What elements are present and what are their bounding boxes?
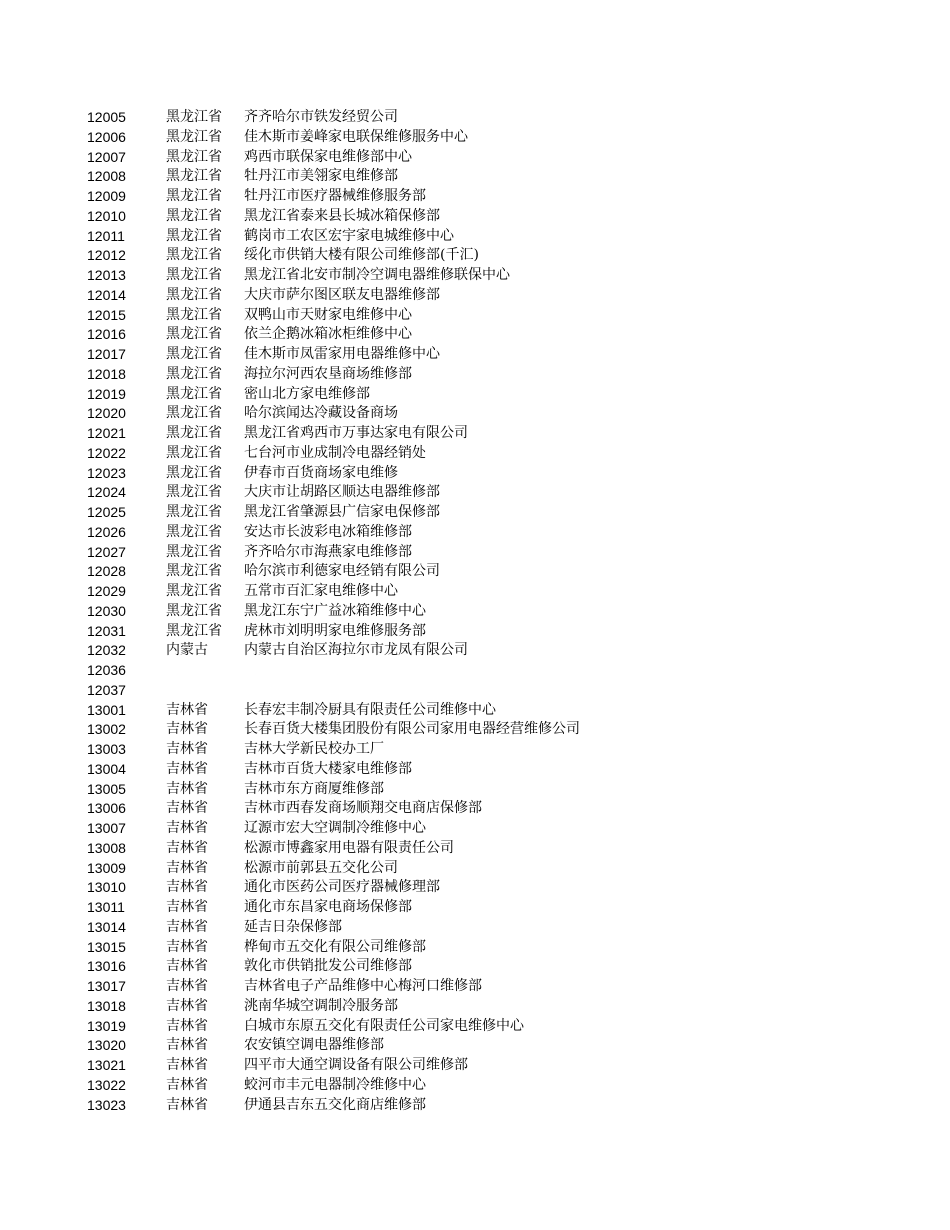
list-item [0,483,950,503]
list-item [0,167,950,187]
row-code: 13003 [87,741,126,757]
row-province: 黑龙江省 [166,543,222,560]
list-item [0,385,950,405]
row-province: 黑龙江省 [166,267,222,283]
row-province: 吉林省 [166,780,208,797]
row-code: 13020 [87,1037,126,1054]
row-company-name: 吉林市西春发商场顺翔交电商店保修部 [244,800,482,817]
row-company-name: 敦化市供销批发公司维修部 [244,958,412,975]
row-province: 黑龙江省 [166,227,222,244]
row-company-name: 通化市东昌家电商场保修部 [244,899,412,915]
list-item [0,582,950,602]
row-code: 12007 [87,148,126,165]
row-company-name: 五常市百汇家电维修中心 [244,583,398,599]
row-company-name: 洮南华城空调制冷服务部 [244,997,398,1014]
row-province: 黑龙江省 [166,523,222,540]
list-item [0,1017,950,1037]
row-code: 12037 [87,681,126,698]
row-company-name: 长春百货大楼集团股份有限公司家用电器经营维修公司 [244,721,580,738]
row-code: 13004 [87,760,126,777]
row-province: 黑龙江省 [166,365,222,382]
row-province: 吉林省 [166,701,208,718]
list-item [0,918,950,938]
list-item [0,1096,950,1116]
row-company-name: 延吉日杂保修部 [244,918,342,935]
row-province: 吉林省 [166,741,208,757]
row-company-name: 伊春市百货商场家电维修 [244,464,398,481]
row-province: 黑龙江省 [166,306,222,323]
row-company-name: 海拉尔河西农垦商场维修部 [244,365,412,382]
row-province: 吉林省 [166,938,208,955]
row-code: 13008 [87,839,126,856]
row-company-name: 大庆市让胡路区顺达电器维修部 [244,484,440,501]
list-item [0,622,950,642]
list-item [0,997,950,1017]
list-item [0,365,950,385]
row-province: 黑龙江省 [166,405,222,422]
row-code: 12008 [87,168,126,185]
row-province: 吉林省 [166,1076,208,1093]
row-code: 12027 [87,543,126,560]
row-company-name: 黑龙江省鸡西市万事达家电有限公司 [244,425,468,441]
row-code: 13001 [87,701,126,718]
list-item [0,207,950,227]
list-item [0,701,950,721]
row-company-name: 吉林省电子产品维修中心梅河口维修部 [244,978,482,994]
row-province: 黑龙江省 [166,464,222,481]
row-province: 黑龙江省 [166,385,222,402]
row-company-name: 通化市医药公司医疗器械修理部 [244,879,440,896]
row-company-name: 吉林大学新民校办工厂 [244,741,384,757]
row-code: 12012 [87,247,126,264]
row-company-name: 黑龙江省泰来县长城冰箱保修部 [244,207,440,224]
row-province: 黑龙江省 [166,188,222,204]
row-province: 吉林省 [166,958,208,975]
row-code: 12010 [87,207,126,224]
list-item [0,306,950,326]
list-item [0,957,950,977]
row-company-name: 哈尔滨闻达冷藏设备商场 [244,405,398,422]
row-code: 12011 [87,227,125,244]
row-code: 13023 [87,1096,126,1113]
list-item [0,464,950,484]
row-code: 12028 [87,563,126,580]
row-company-name: 虎林市刘明明家电维修服务部 [244,622,426,639]
row-company-name: 双鸭山市天财家电维修中心 [244,306,412,323]
row-code: 12009 [87,188,126,204]
row-province: 黑龙江省 [166,622,222,639]
row-code: 12005 [87,109,126,125]
row-province: 吉林省 [166,1037,208,1054]
row-province: 黑龙江省 [166,109,222,125]
row-code: 12026 [87,523,126,540]
row-code: 13015 [87,938,126,955]
row-company-name: 内蒙古自治区海拉尔市龙凤有限公司 [244,642,468,659]
row-province: 吉林省 [166,721,208,738]
list-item [0,148,950,168]
row-code: 12020 [87,405,126,422]
row-province: 吉林省 [166,899,208,915]
row-company-name: 黑龙江东宁广益冰箱维修中心 [244,602,426,619]
row-province: 黑龙江省 [166,207,222,224]
row-company-name: 依兰企鹅冰箱冰柜维修中心 [244,326,412,343]
row-company-name: 牡丹江市医疗器械维修服务部 [244,188,426,204]
row-province: 吉林省 [166,918,208,935]
row-province: 黑龙江省 [166,504,222,520]
row-province: 黑龙江省 [166,425,222,441]
row-province: 黑龙江省 [166,602,222,619]
row-code: 13021 [87,1057,126,1073]
list-item [0,977,950,997]
list-item [0,839,950,859]
row-company-name: 松源市前郭县五交化公司 [244,859,398,876]
row-company-name: 辽源市宏大空调制冷维修中心 [244,820,426,836]
row-company-name: 七台河市业成制冷电器经销处 [244,444,426,461]
row-company-name: 伊通县吉东五交化商店维修部 [244,1096,426,1113]
row-company-name: 蛟河市丰元电器制冷维修中心 [244,1076,426,1093]
list-item [0,661,950,681]
row-province: 黑龙江省 [166,247,222,264]
list-item [0,720,950,740]
row-code: 12031 [87,622,126,639]
list-item [0,1036,950,1056]
row-company-name: 吉林市百货大楼家电维修部 [244,760,412,777]
row-company-name: 黑龙江省北安市制冷空调电器维修联保中心 [244,267,510,283]
row-code: 13014 [87,918,126,935]
service-center-listing [0,108,950,1115]
row-company-name: 农安镇空调电器维修部 [244,1037,384,1054]
row-code: 12021 [87,425,126,441]
row-province: 吉林省 [166,997,208,1014]
list-item [0,404,950,424]
row-code: 12015 [87,306,126,323]
list-item [0,681,950,701]
list-item [0,444,950,464]
list-item [0,602,950,622]
row-province: 吉林省 [166,1017,208,1034]
row-code: 13016 [87,958,126,975]
row-province: 黑龙江省 [166,484,222,501]
row-code: 12016 [87,326,126,343]
row-code: 13018 [87,997,126,1014]
row-company-name: 大庆市萨尔图区联友电器维修部 [244,286,440,303]
list-item [0,1056,950,1076]
row-code: 13007 [87,820,126,836]
list-item [0,246,950,266]
row-code: 13022 [87,1076,126,1093]
row-code: 12024 [87,484,126,501]
row-company-name: 齐齐哈尔市铁发经贸公司 [244,109,398,125]
row-company-name: 牡丹江市美翎家电维修部 [244,168,398,185]
row-company-name: 哈尔滨市利德家电经销有限公司 [244,563,440,580]
list-item [0,878,950,898]
row-province: 吉林省 [166,1057,208,1073]
list-item [0,1076,950,1096]
list-item [0,740,950,760]
row-province: 黑龙江省 [166,326,222,343]
list-item [0,859,950,879]
list-item [0,424,950,444]
row-province: 黑龙江省 [166,583,222,599]
row-code: 12013 [87,267,126,283]
row-company-name: 吉林市东方商厦维修部 [244,780,384,797]
row-code: 12023 [87,464,126,481]
row-company-name: 长春宏丰制冷厨具有限责任公司维修中心 [244,701,496,718]
row-code: 12030 [87,602,126,619]
list-item [0,938,950,958]
list-item [0,286,950,306]
row-code: 12032 [87,642,126,659]
row-code: 12018 [87,365,126,382]
list-item [0,128,950,148]
list-item [0,227,950,247]
row-company-name: 桦甸市五交化有限公司维修部 [244,938,426,955]
row-code: 12025 [87,504,126,520]
row-province: 吉林省 [166,820,208,836]
list-item [0,325,950,345]
row-code: 13005 [87,780,126,797]
row-company-name: 松源市博鑫家用电器有限责任公司 [244,839,454,856]
row-code: 13019 [87,1017,126,1034]
list-item [0,780,950,800]
row-code: 12017 [87,346,126,362]
row-province: 黑龙江省 [166,128,222,145]
row-company-name: 黑龙江省肇源县广信家电保修部 [244,504,440,520]
row-province: 吉林省 [166,978,208,994]
row-province: 黑龙江省 [166,168,222,185]
list-item [0,799,950,819]
row-province: 吉林省 [166,859,208,876]
row-company-name: 鹤岗市工农区宏宇家电城维修中心 [244,227,454,244]
row-code: 13009 [87,859,126,876]
list-item [0,641,950,661]
list-item [0,523,950,543]
row-province: 吉林省 [166,760,208,777]
row-province: 吉林省 [166,1096,208,1113]
row-code: 13011 [87,899,125,915]
row-company-name: 安达市长波彩电冰箱维修部 [244,523,412,540]
row-code: 13017 [87,978,126,994]
list-item [0,543,950,563]
row-province: 吉林省 [166,800,208,817]
list-item [0,345,950,365]
row-code: 12019 [87,385,126,402]
row-code: 12029 [87,583,126,599]
row-province: 内蒙古 [166,642,208,659]
row-company-name: 齐齐哈尔市海燕家电维修部 [244,543,412,560]
row-company-name: 白城市东原五交化有限责任公司家电维修中心 [244,1017,524,1034]
row-company-name: 鸡西市联保家电维修部中心 [244,148,412,165]
row-code: 13002 [87,721,126,738]
list-item [0,187,950,207]
row-code: 12014 [87,286,126,303]
row-code: 13010 [87,879,126,896]
row-code: 13006 [87,800,126,817]
row-company-name: 四平市大通空调设备有限公司维修部 [244,1057,468,1073]
list-item [0,760,950,780]
row-province: 吉林省 [166,839,208,856]
row-code: 12036 [87,662,126,678]
row-code: 12006 [87,128,126,145]
list-item [0,819,950,839]
row-company-name: 绥化市供销大楼有限公司维修部(千汇) [244,247,479,264]
list-item [0,562,950,582]
row-province: 黑龙江省 [166,346,222,362]
row-company-name: 佳木斯市凤雷家用电器维修中心 [244,346,440,362]
row-province: 吉林省 [166,879,208,896]
list-item [0,266,950,286]
row-code: 12022 [87,444,126,461]
row-province: 黑龙江省 [166,286,222,303]
row-province: 黑龙江省 [166,148,222,165]
list-item [0,898,950,918]
row-company-name: 密山北方家电维修部 [244,385,370,402]
row-province: 黑龙江省 [166,563,222,580]
row-province: 黑龙江省 [166,444,222,461]
list-item [0,503,950,523]
row-company-name: 佳木斯市姜峰家电联保维修服务中心 [244,128,468,145]
list-item [0,108,950,128]
